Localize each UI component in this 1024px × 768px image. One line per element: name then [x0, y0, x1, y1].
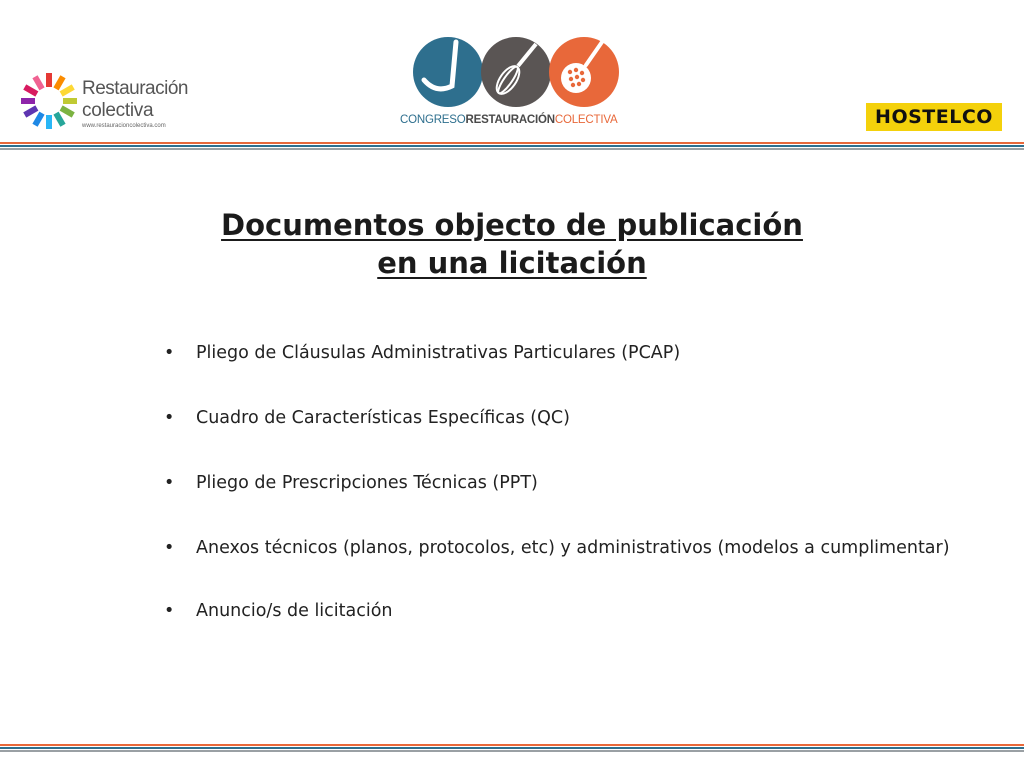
list-item [164, 598, 974, 625]
bullet-text: Anuncio/s de licitación [196, 601, 393, 621]
slide-title [0, 206, 1024, 282]
caption-part3: COLECTIVA [554, 114, 618, 126]
bullet-dot: • [164, 343, 175, 363]
list-item [164, 535, 974, 562]
flower-logo-icon [20, 70, 78, 132]
logo-url: www.restauracioncolectiva.com [82, 123, 166, 129]
bullet-list [164, 340, 974, 663]
bullet-text: Anexos técnicos (planos, protocolos, etc) y administrativos (modelos a cumplimentar) [196, 538, 950, 558]
bottom-stripes [0, 744, 1024, 756]
bullet-dot: • [164, 538, 175, 558]
bullet-dot: • [164, 473, 175, 493]
logo-text-line2: colectiva [82, 100, 154, 121]
list-item [164, 405, 974, 432]
caption-part2: RESTAURACIÓN [465, 114, 555, 126]
hostelco-text: HOSTELCO [875, 106, 993, 128]
restauracion-colectiva-logo [20, 70, 188, 132]
logo-text-line1: Restauración [82, 78, 188, 99]
congreso-caption [400, 114, 617, 126]
congreso-logo [396, 32, 636, 132]
bullet-text: Pliego de Prescripciones Técnicas (PPT) [196, 473, 538, 493]
hostelco-logo [866, 103, 1002, 131]
title-line2: en una licitación [377, 246, 647, 280]
bullet-text: Pliego de Cláusulas Administrativas Particulares (PCAP) [196, 343, 681, 363]
top-stripes [0, 142, 1024, 154]
list-item [164, 340, 974, 367]
caption-part1: CONGRESO [400, 114, 466, 126]
bullet-dot: • [164, 408, 175, 428]
bullet-dot: • [164, 601, 175, 621]
title-line1: Documentos objecto de publicación [221, 208, 803, 242]
utensils-circles-icon [396, 32, 636, 112]
list-item [164, 470, 974, 497]
bullet-text: Cuadro de Características Específicas (QC) [196, 408, 570, 428]
